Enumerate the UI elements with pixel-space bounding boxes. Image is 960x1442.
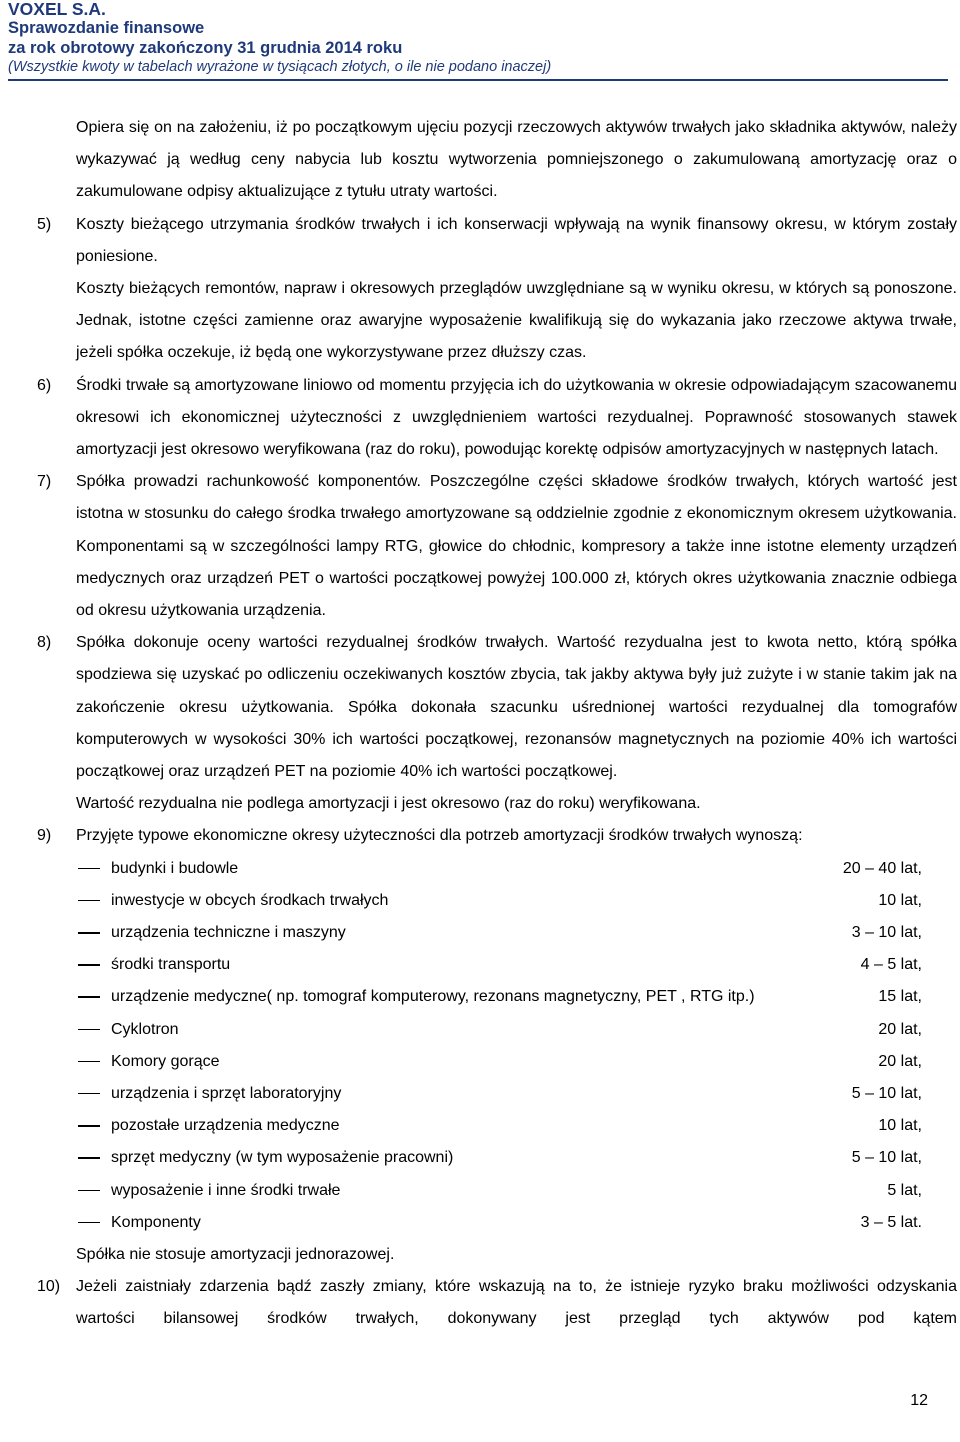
dash-bullet — [78, 964, 100, 966]
asset-period: 3 – 10 lat, — [851, 924, 922, 942]
asset-period: 5 – 10 lat, — [851, 1084, 922, 1102]
list-item — [37, 981, 957, 1013]
document-body — [37, 112, 957, 1336]
item-text: Jeżeli zaistniały zdarzenia bądź zaszły zmiany, które wskazują na to, że istnieje ryzyko braku możliwości odzyskania wartości bilansowej środków trwałych, dokonywany jest przegląd tych aktywów pod kątem — [76, 1278, 957, 1328]
dash-bullet — [78, 868, 100, 870]
asset-period: 10 lat, — [878, 1117, 922, 1135]
asset-period: 4 – 5 lat, — [860, 956, 922, 974]
asset-name: Komory gorące — [111, 1052, 220, 1070]
item-10 — [37, 1271, 957, 1335]
dash-bullet — [78, 1125, 100, 1127]
dash-bullet — [78, 1061, 100, 1063]
asset-name: Komponenty — [111, 1213, 201, 1231]
item-text: Przyjęte typowe ekonomiczne okresy użyteczności dla potrzeb amortyzacji środków trwałych wynoszą: — [76, 827, 803, 845]
intro-paragraph: Opiera się on na założeniu, iż po początkowym ujęciu pozycji rzeczowych aktywów trwałych jako składnika aktywów, należy wykazywać ją według ceny nabycia lub kosztu wytworzenia pomniejszonego o zakumulowaną amortyzację oraz o zakumulowane odpisy aktualizujące z tytułu utraty wartości. — [76, 119, 957, 201]
asset-period: 15 lat, — [878, 988, 922, 1006]
asset-name: urządzenia i sprzęt laboratoryjny — [111, 1084, 342, 1102]
report-period: za rok obrotowy zakończony 31 grudnia 2014 roku — [8, 39, 403, 57]
list-item — [37, 1110, 957, 1142]
item-text: Koszty bieżącego utrzymania środków trwałych i ich konserwacji wpływają na wynik finansowy okresu, w którym zostały poniesione. — [76, 215, 957, 265]
asset-period: 10 lat, — [878, 891, 922, 909]
dash-bullet — [78, 1190, 100, 1192]
item-number: 5) — [37, 215, 52, 233]
asset-period: 20 lat, — [878, 1020, 922, 1038]
dash-bullet — [78, 1222, 100, 1224]
dash-bullet — [78, 1029, 100, 1031]
item-5 — [37, 209, 957, 370]
item-number: 9) — [37, 827, 52, 845]
asset-period: 5 lat, — [887, 1181, 922, 1199]
header-rule — [8, 79, 948, 81]
item-number: 10) — [37, 1278, 61, 1296]
asset-name: sprzęt medyczny (w tym wyposażenie pracowni) — [111, 1149, 454, 1167]
asset-period: 3 – 5 lat. — [860, 1213, 922, 1231]
dash-bullet — [78, 1093, 100, 1095]
item-7 — [37, 466, 957, 627]
list-item — [37, 1078, 957, 1110]
item-number: 7) — [37, 473, 52, 491]
item-number: 8) — [37, 634, 52, 652]
list-item — [37, 1207, 957, 1239]
useful-life-list — [37, 853, 957, 1239]
asset-period: 20 lat, — [878, 1052, 922, 1070]
asset-period: 20 – 40 lat, — [842, 859, 922, 877]
list-item — [37, 885, 957, 917]
asset-name: środki transportu — [111, 956, 231, 974]
list-item — [37, 949, 957, 981]
dash-bullet — [78, 996, 100, 998]
item-6 — [37, 370, 957, 467]
dash-bullet — [78, 932, 100, 934]
list-item — [37, 1142, 957, 1174]
asset-name: Cyklotron — [111, 1020, 179, 1038]
asset-name: pozostałe urządzenia medyczne — [111, 1117, 340, 1135]
list-item — [37, 1014, 957, 1046]
asset-name: inwestycje w obcych środkach trwałych — [111, 891, 389, 909]
asset-name: urządzenie medyczne( np. tomograf komputerowy, rezonans magnetyczny, PET , RTG itp.) — [111, 988, 755, 1006]
asset-period: 5 – 10 lat, — [851, 1149, 922, 1167]
list-item — [37, 1175, 957, 1207]
page-number: 12 — [910, 1392, 928, 1409]
list-item — [37, 853, 957, 885]
item-text: Spółka prowadzi rachunkowość komponentów. Poszczególne części składowe środków trwałych, których wartość jest istotna w stosunku do całego środka trwałego amortyzowane są oddzielnie zgodnie z ekonomicznym okresem użytkowania. Komponentami są w szczególności lampy RTG, głowice do chłodnic, kompresory a także inne istotne elementy urządzeń medycznych oraz urządzeń PET o wartości początkowej powyżej 100.000 zł, których okres użytkowania znacznie odbiega od okresu użytkowania urządzenia. — [76, 473, 957, 620]
amounts-note: (Wszystkie kwoty w tabelach wyrażone w tysiącach złotych, o ile nie podano inaczej) — [8, 59, 552, 75]
no-one-off-depreciation-note: Spółka nie stosuje amortyzacji jednorazowej. — [76, 1245, 395, 1263]
list-item — [37, 1046, 957, 1078]
company-name: VOXEL S.A. — [8, 0, 106, 19]
list-item — [37, 917, 957, 949]
item-text: Spółka dokonuje oceny wartości rezydualnej środków trwałych. Wartość rezydualna jest to kwota netto, którą spółka spodziewa się uzyskać po odliczeniu oczekiwanych kosztów zbycia, tak jakby aktywa były już zużyte i w stanie takim jak na zakończenie okresu użytkowania. Spółka dokonała szacunku uśrednionej wartości rezydualnej dla tomografów komputerowych w wysokości 30% ich wartości początkowej, rezonansów magnetycznych na poziomie 40% ich wartości początkowej oraz urządzeń PET na poziomie 40% ich wartości początkowej. — [76, 634, 957, 781]
item-9 — [37, 820, 957, 852]
item-text-continued: Wartość rezydualna nie podlega amortyzacji i jest okresowo (raz do roku) weryfikowana. — [76, 795, 701, 813]
item-text: Środki trwałe są amortyzowane liniowo od momentu przyjęcia ich do użytkowania w okresie odpowiadającym szacowanemu okresowi ich ekonomicznej użyteczności z uwzględnieniem wartości rezydualnej. Poprawność stosowanych stawek amortyzacji jest okresowo weryfikowana (raz do roku), powodując korektę odpisów amortyzacyjnych w następnych latach. — [76, 376, 957, 459]
item-number: 6) — [37, 376, 52, 394]
item-text-continued: Koszty bieżących remontów, napraw i okresowych przeglądów uwzględniane są w wyniku okresu, w których są ponoszone. Jednak, istotne części zamienne oraz awaryjne wyposażenie kwalifikują się do wykazania jako rzeczowe aktywa trwałe, jeżeli spółka oczekuje, iż będą one wykorzystywane przez dłuższy czas. — [76, 280, 957, 362]
dash-bullet — [78, 1157, 100, 1159]
asset-name: budynki i budowle — [111, 859, 239, 877]
asset-name: wyposażenie i inne środki trwałe — [111, 1181, 341, 1199]
item-8 — [37, 627, 957, 820]
asset-name: urządzenia techniczne i maszyny — [111, 924, 346, 942]
page-header — [8, 0, 948, 81]
report-title: Sprawozdanie finansowe — [8, 19, 205, 37]
dash-bullet — [78, 900, 100, 902]
